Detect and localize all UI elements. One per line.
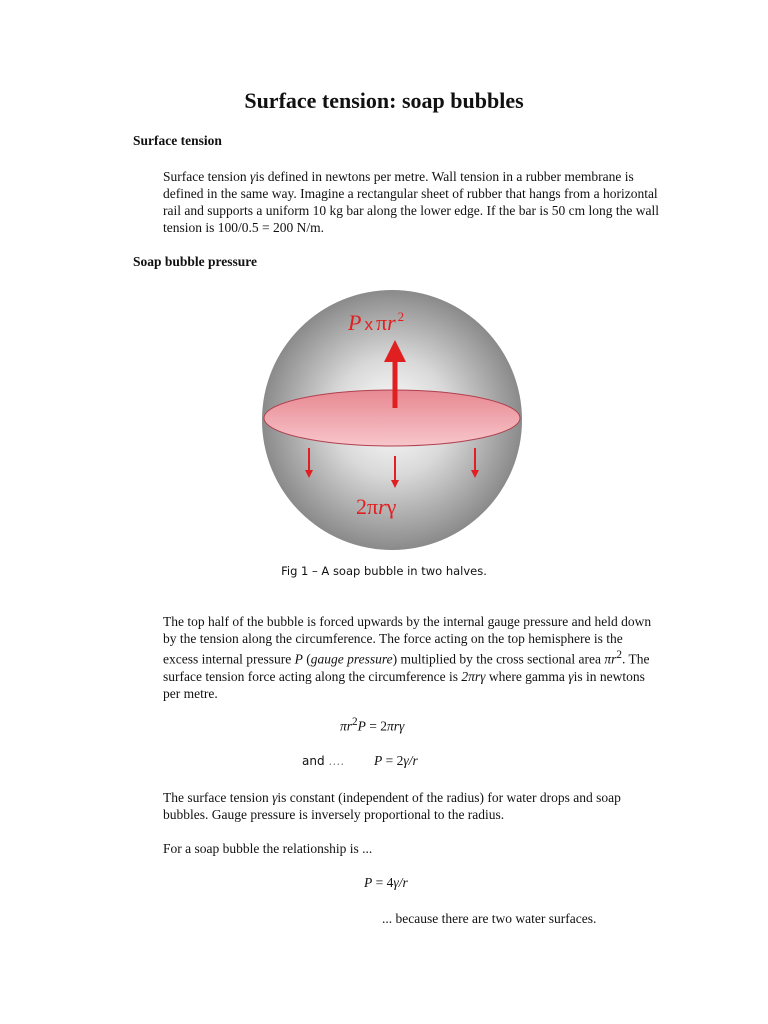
soap-bubble-figure: [250, 288, 534, 552]
eq-part: P: [357, 718, 366, 734]
eq-part: πr: [340, 718, 353, 734]
text-segment: where gamma: [485, 668, 569, 684]
label-part: P: [348, 310, 362, 335]
paragraph-constant-tension: [163, 789, 653, 823]
eq-part: = 2: [365, 718, 388, 734]
paragraph-soap-relationship: For a soap bubble the relationship is ...: [163, 841, 373, 856]
and-connector: [302, 754, 344, 768]
label-part: x: [364, 315, 373, 334]
label-part: 2π: [356, 494, 379, 519]
figure-label-top: [347, 309, 404, 335]
text-segment: Surface tension: [163, 169, 250, 184]
equation-2: [374, 753, 418, 769]
and-word: and: [302, 754, 325, 768]
text-segment: The top half of the bubble is forced upwards by the internal gauge pressure and held down by the tension along the circumference. The force acting on the top hemisphere is the excess internal pressure: [163, 614, 652, 667]
eq-part: P: [364, 875, 373, 890]
equation-1: [340, 716, 404, 735]
label-part: r: [378, 494, 387, 519]
page-title: Surface tension: soap bubbles: [244, 88, 524, 113]
superscript: 2: [352, 716, 358, 728]
heading-soap-bubble-pressure: Soap bubble pressure: [133, 254, 258, 269]
paragraph-surface-tension: [163, 168, 663, 236]
text-segment: (: [302, 651, 311, 667]
paragraph-top-half: [163, 613, 655, 702]
eq-part: P: [374, 753, 383, 768]
eq-part: = 4: [372, 875, 394, 890]
area-symbol: πr: [604, 651, 617, 667]
gamma-symbol: γ: [249, 169, 256, 184]
and-dots: ….: [324, 754, 345, 768]
circumference-symbol: 2πrγ: [461, 668, 486, 684]
text-segment: is defined in newtons per metre. Wall tension in a rubber membrane is defined in the same way. Imagine a rectangular sheet of rubber that hangs from a horizontal rail and supports a uniform 10 kg bar along the lower edge. If the bar is 50 cm long the wall tension is 100/0.5 = 200 N/m.: [163, 169, 659, 235]
paragraph-two-surfaces: ... because there are two water surfaces.: [382, 911, 597, 926]
eq-part: πrγ: [387, 718, 405, 734]
figure-caption: Fig 1 – A soap bubble in two halves.: [281, 564, 487, 578]
text-segment: ) multiplied by the cross sectional area: [392, 651, 605, 667]
gauge-pressure-term: gauge pressure: [310, 651, 393, 667]
symbol-P: P: [294, 651, 303, 667]
label-part: r: [387, 310, 396, 335]
superscript: 2: [616, 649, 623, 661]
eq-part: γ/r: [393, 875, 408, 890]
text-segment: . The surface tension force acting along the circumference is: [163, 651, 650, 684]
eq-part: = 2: [382, 753, 404, 768]
cross-section-disc: [264, 390, 520, 446]
gamma-symbol: γ: [568, 668, 574, 684]
text-segment: is in newtons per metre.: [163, 668, 645, 701]
text-segment: The surface tension: [163, 790, 273, 805]
figure-label-bottom: [356, 494, 397, 519]
eq-part: γ/r: [403, 753, 418, 768]
text-segment: is constant (independent of the radius) for water drops and soap bubbles. Gauge pressure is inversely proportional to the radius.: [163, 790, 621, 822]
heading-surface-tension: Surface tension: [133, 133, 222, 148]
gamma-symbol: γ: [272, 790, 278, 805]
equation-3: [364, 875, 408, 891]
label-part: 2: [397, 309, 405, 324]
label-part: π: [375, 310, 388, 335]
label-part: γ: [386, 494, 397, 519]
